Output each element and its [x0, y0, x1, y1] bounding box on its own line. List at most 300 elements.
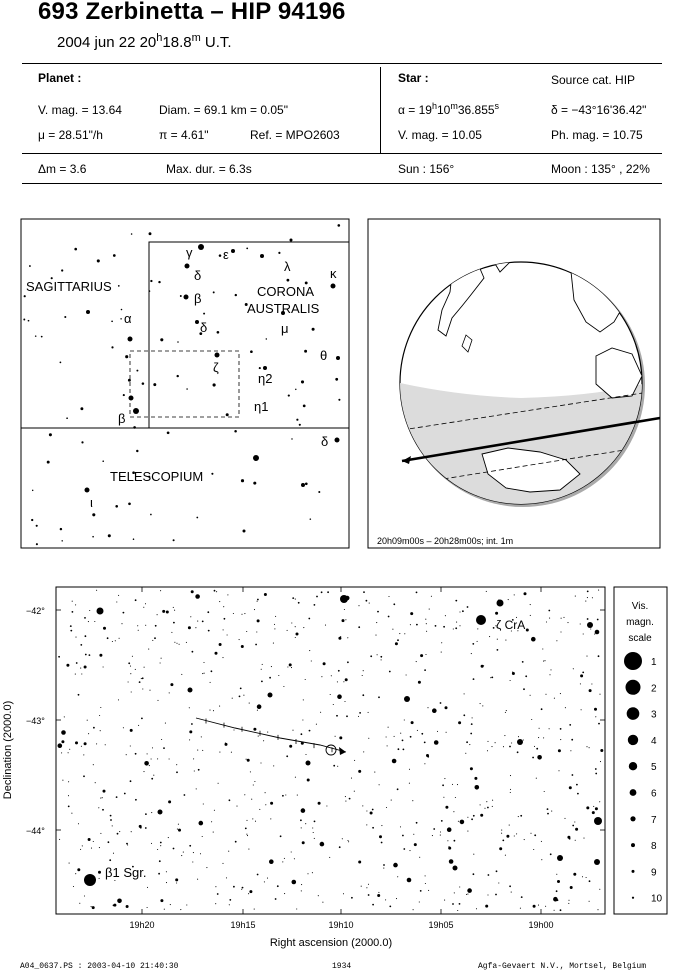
detail-star — [429, 609, 430, 610]
detail-star — [397, 639, 399, 641]
detail-star — [347, 661, 349, 663]
finder-faint-star — [318, 491, 320, 493]
detail-star — [110, 819, 112, 821]
detail-star — [497, 649, 499, 651]
detail-star — [64, 716, 65, 717]
detail-star — [345, 801, 346, 802]
detail-star — [366, 824, 367, 825]
detail-star — [151, 778, 153, 780]
label-beta1-sgr: β1 Sgr. — [105, 865, 147, 880]
finder-faint-star — [118, 285, 120, 287]
finder-faint-star — [41, 336, 43, 338]
detail-star — [215, 886, 216, 887]
finder-bright-star — [184, 295, 189, 300]
detail-star — [589, 689, 592, 692]
detail-star — [78, 823, 79, 824]
detail-star — [89, 610, 90, 611]
detail-star — [273, 643, 274, 644]
detail-star — [543, 737, 544, 738]
detail-star — [428, 890, 429, 891]
finder-faint-star — [304, 350, 307, 353]
detail-star — [476, 908, 477, 909]
scale-dot-3 — [627, 707, 640, 720]
detail-bright-star — [557, 855, 563, 861]
detail-star — [247, 835, 248, 836]
detail-star — [455, 797, 456, 798]
detail-star — [544, 660, 545, 661]
detail-star — [381, 659, 382, 660]
detail-star — [58, 656, 60, 658]
detail-star — [321, 676, 322, 677]
detail-star — [447, 840, 448, 841]
detail-star — [253, 728, 256, 731]
detail-star — [143, 771, 144, 772]
finder-faint-star — [234, 430, 237, 433]
detail-star — [173, 607, 174, 608]
detail-star — [345, 619, 346, 620]
detail-star — [595, 773, 597, 775]
detail-star — [259, 809, 260, 810]
detail-star — [368, 712, 369, 713]
detail-star — [592, 597, 593, 598]
detail-star — [563, 617, 564, 618]
detail-star — [135, 669, 136, 670]
detail-star — [269, 859, 274, 864]
detail-star — [130, 780, 132, 782]
label-telescopium: TELESCOPIUM — [110, 469, 204, 484]
detail-star — [444, 900, 445, 901]
detail-star — [270, 818, 271, 819]
detail-star — [107, 637, 109, 639]
star-source: Source cat. HIP — [551, 73, 636, 87]
footer-page: 1934 — [332, 962, 352, 971]
detail-bright-star — [306, 761, 311, 766]
detail-star — [243, 695, 244, 696]
detail-star — [406, 674, 407, 675]
detail-star — [388, 616, 390, 618]
detail-star — [426, 631, 427, 632]
detail-star — [393, 603, 395, 605]
detail-star — [94, 621, 95, 622]
detail-star — [264, 593, 267, 596]
planet-vmag: V. mag. = 13.64 — [38, 103, 122, 117]
detail-star — [262, 664, 263, 665]
detail-bright-star — [340, 595, 348, 603]
detail-star — [112, 825, 113, 826]
detail-star — [387, 745, 388, 746]
detail-star — [418, 681, 421, 684]
detail-star — [100, 798, 101, 799]
detail-star — [291, 851, 292, 852]
planet-diam: Diam. = 69.1 km = 0.05" — [159, 103, 288, 117]
detail-star — [569, 786, 572, 789]
detail-star — [560, 693, 561, 694]
detail-star — [517, 751, 519, 753]
detail-star — [366, 887, 367, 888]
detail-star — [467, 888, 472, 893]
detail-star — [342, 838, 343, 839]
detail-star — [345, 796, 346, 797]
detail-star — [410, 736, 412, 738]
detail-star — [424, 763, 425, 764]
detail-star — [91, 906, 92, 907]
detail-star — [152, 747, 153, 748]
detail-star — [467, 606, 469, 608]
finder-bright-star — [290, 239, 293, 242]
detail-star — [599, 801, 600, 802]
detail-star — [443, 797, 444, 798]
finder-faint-star — [64, 316, 66, 318]
detail-star — [180, 909, 181, 910]
detail-star — [308, 618, 310, 620]
xtick-label-2: 19h15 — [230, 920, 256, 930]
scale-dot-8 — [631, 843, 635, 847]
finder-faint-star — [60, 528, 62, 530]
detail-star — [533, 905, 536, 908]
detail-star — [410, 624, 411, 625]
detail-star — [255, 644, 257, 646]
detail-star — [160, 845, 161, 846]
detail-star — [118, 699, 119, 700]
detail-star — [510, 792, 511, 793]
finder-faint-star — [287, 279, 290, 282]
detail-star — [419, 901, 420, 902]
detail-star — [511, 892, 512, 893]
detail-chart — [2, 587, 605, 949]
detail-star — [239, 696, 241, 698]
detail-star — [595, 807, 598, 810]
detail-star — [407, 878, 412, 883]
detail-star — [72, 601, 73, 602]
detail-star — [463, 714, 465, 716]
finder-faint-star — [142, 382, 145, 385]
finder-bright-star — [243, 530, 246, 533]
detail-star — [575, 840, 576, 841]
finder-faint-star — [299, 424, 301, 426]
detail-star — [533, 849, 534, 850]
xtick-label-4: 19h05 — [428, 920, 454, 930]
detail-star — [126, 754, 127, 755]
detail-star — [218, 783, 219, 784]
detail-star — [76, 662, 78, 664]
detail-star — [491, 677, 493, 679]
detail-star — [295, 599, 296, 600]
detail-star — [467, 831, 468, 832]
detail-star — [458, 821, 459, 822]
detail-star — [441, 652, 442, 653]
detail-star — [149, 765, 150, 766]
detail-star — [68, 806, 70, 808]
detail-star — [600, 749, 603, 752]
finder-faint-star — [108, 534, 111, 537]
detail-star — [368, 738, 369, 739]
detail-star — [233, 729, 234, 730]
detail-star — [160, 899, 163, 902]
detail-star — [229, 904, 230, 905]
finder-bright-star — [263, 366, 267, 370]
detail-star — [362, 694, 364, 696]
detail-star — [333, 765, 335, 767]
detail-star — [247, 759, 250, 762]
detail-star — [292, 597, 294, 599]
finder-faint-star — [250, 350, 253, 353]
detail-star — [530, 604, 531, 605]
detail-star — [198, 769, 200, 771]
detail-star — [567, 836, 570, 839]
detail-star — [380, 656, 382, 658]
detail-star — [516, 833, 517, 834]
detail-star — [267, 732, 268, 733]
label-kappa: κ — [330, 266, 337, 281]
detail-star — [246, 834, 247, 835]
detail-star — [409, 783, 410, 784]
page-title: 693 Zerbinetta – HIP 94196 — [38, 0, 346, 25]
detail-star — [467, 894, 468, 895]
detail-star — [274, 624, 275, 625]
detail-star — [229, 899, 231, 901]
detail-star — [366, 810, 367, 811]
detail-star — [425, 619, 426, 620]
detail-star — [550, 669, 551, 670]
finder-faint-star — [61, 540, 62, 541]
detail-star — [368, 894, 370, 896]
detail-star — [530, 695, 531, 696]
detail-star — [363, 670, 364, 671]
detail-star — [583, 633, 584, 634]
detail-star — [573, 873, 576, 876]
detail-star — [445, 706, 448, 709]
detail-star — [386, 807, 387, 808]
detail-star — [495, 612, 498, 615]
detail-star — [473, 854, 474, 855]
label-zeta: ζ — [213, 360, 219, 375]
detail-star — [303, 627, 304, 628]
detail-star — [256, 631, 257, 632]
detail-star — [217, 893, 219, 895]
detail-star — [85, 654, 87, 656]
detail-star — [381, 842, 383, 844]
detail-star — [307, 873, 308, 874]
detail-star — [102, 797, 103, 798]
detail-star — [312, 827, 313, 828]
finder-faint-star — [177, 375, 179, 377]
detail-star — [108, 841, 110, 843]
detail-star — [470, 733, 472, 735]
detail-star — [391, 800, 392, 801]
detail-star — [88, 838, 91, 841]
detail-star — [424, 742, 426, 744]
detail-star — [587, 597, 588, 598]
detail-star — [377, 654, 378, 655]
detail-star — [518, 736, 519, 737]
detail-star — [258, 736, 259, 737]
detail-star — [110, 815, 112, 817]
detail-star — [403, 749, 405, 751]
finder-frame — [21, 219, 349, 548]
finder-faint-star — [80, 407, 83, 410]
finder-faint-star — [305, 482, 308, 485]
detail-star — [482, 705, 483, 706]
detail-star — [400, 733, 401, 734]
detail-star — [505, 712, 506, 713]
detail-star — [245, 828, 247, 830]
detail-star — [397, 788, 399, 790]
detail-star — [261, 681, 263, 683]
detail-star — [486, 591, 487, 592]
detail-star — [459, 903, 461, 905]
detail-star — [576, 784, 578, 786]
detail-star — [425, 875, 426, 876]
detail-star — [224, 618, 226, 620]
scale-items — [624, 652, 663, 905]
detail-star — [291, 622, 292, 623]
detail-star — [118, 595, 119, 596]
detail-star — [505, 640, 506, 641]
target-star-marker — [326, 745, 336, 755]
detail-star — [62, 780, 63, 781]
detail-star — [137, 625, 138, 626]
detail-star — [501, 833, 502, 834]
scale-dot-10 — [632, 897, 634, 899]
detail-star — [274, 628, 275, 629]
detail-star — [303, 699, 304, 700]
detail-star — [574, 821, 575, 822]
detail-star — [501, 830, 502, 831]
detail-star — [190, 616, 191, 617]
detail-star — [202, 673, 203, 674]
detail-star — [523, 739, 524, 740]
detail-star — [305, 754, 306, 755]
finder-faint-star — [235, 294, 237, 296]
magnitude-scale — [614, 587, 667, 914]
detail-star — [179, 644, 180, 645]
detail-star — [480, 804, 481, 805]
detail-star — [362, 805, 363, 806]
detail-star — [539, 728, 540, 729]
detail-star — [414, 843, 417, 846]
detail-star — [251, 799, 252, 800]
detail-star — [127, 844, 128, 845]
finder-faint-star — [149, 290, 151, 292]
detail-star — [163, 747, 165, 749]
finder-bright-star — [231, 249, 235, 253]
finder-bright-star — [85, 488, 90, 493]
detail-star — [549, 674, 550, 675]
detail-star — [431, 596, 432, 597]
detail-star — [358, 716, 359, 717]
detail-star — [534, 834, 536, 836]
detail-star — [595, 768, 597, 770]
detail-star — [518, 816, 519, 817]
detail-star — [61, 752, 62, 753]
detail-star — [433, 828, 435, 830]
detail-star — [277, 885, 279, 887]
scale-title-2: magn. — [626, 617, 654, 628]
detail-star — [487, 894, 488, 895]
detail-star — [186, 642, 187, 643]
detail-star — [301, 733, 303, 735]
detail-star — [174, 610, 175, 611]
detail-star — [227, 594, 228, 595]
detail-star — [135, 753, 137, 755]
detail-star — [404, 719, 405, 720]
finder-faint-star — [113, 254, 116, 257]
planet-mu: μ = 28.51"/h — [38, 128, 103, 142]
detail-star — [145, 813, 147, 815]
detail-star — [388, 596, 389, 597]
detail-star — [550, 853, 552, 855]
detail-star — [421, 733, 423, 735]
detail-star — [157, 614, 158, 615]
finder-faint-star — [24, 295, 26, 297]
detail-star — [203, 803, 204, 804]
detail-star — [561, 618, 562, 619]
detail-star — [112, 641, 113, 642]
detail-star — [96, 743, 97, 744]
detail-star — [264, 881, 265, 882]
detail-star — [452, 784, 453, 785]
detail-star — [541, 841, 542, 842]
detail-star — [409, 769, 410, 770]
detail-star — [460, 820, 465, 825]
detail-star — [164, 909, 165, 910]
detail-star — [372, 827, 374, 829]
detail-bright-star — [158, 810, 163, 815]
detail-star — [235, 841, 237, 843]
detail-star — [239, 639, 240, 640]
detail-star — [121, 623, 122, 624]
detail-star — [378, 892, 379, 893]
scale-dot-4 — [628, 735, 638, 745]
x-tick-labels — [129, 920, 553, 930]
detail-star — [556, 640, 557, 641]
detail-star — [170, 683, 173, 686]
detail-star — [192, 861, 193, 862]
detail-star — [295, 777, 296, 778]
finder-bright-star — [301, 483, 305, 487]
detail-star — [435, 625, 437, 627]
detail-star — [226, 877, 227, 878]
finder-faint-star — [153, 383, 156, 386]
detail-star — [409, 850, 410, 851]
scale-dot-7 — [630, 816, 635, 821]
detail-star — [396, 898, 397, 899]
detail-star — [520, 815, 522, 817]
finder-faint-star — [291, 438, 292, 439]
label-sagittarius: SAGITTARIUS — [26, 279, 112, 294]
detail-star — [269, 677, 271, 679]
detail-star — [246, 820, 247, 821]
detail-star — [75, 741, 78, 744]
star-heading: Star : — [398, 71, 429, 85]
finder-faint-star — [49, 433, 52, 436]
detail-star — [420, 654, 423, 657]
detail-star — [590, 628, 591, 629]
detail-star — [471, 818, 473, 820]
detail-star — [207, 611, 209, 613]
detail-star — [347, 840, 348, 841]
detail-star — [287, 630, 288, 631]
label-delta-3: δ — [321, 434, 329, 449]
detail-star — [586, 877, 587, 878]
finder-faint-star — [32, 490, 33, 491]
detail-star — [495, 894, 497, 896]
detail-star — [130, 745, 131, 746]
detail-star — [495, 742, 496, 743]
finder-faint-star — [219, 254, 222, 257]
detail-star — [545, 694, 546, 695]
detail-star — [169, 692, 170, 693]
